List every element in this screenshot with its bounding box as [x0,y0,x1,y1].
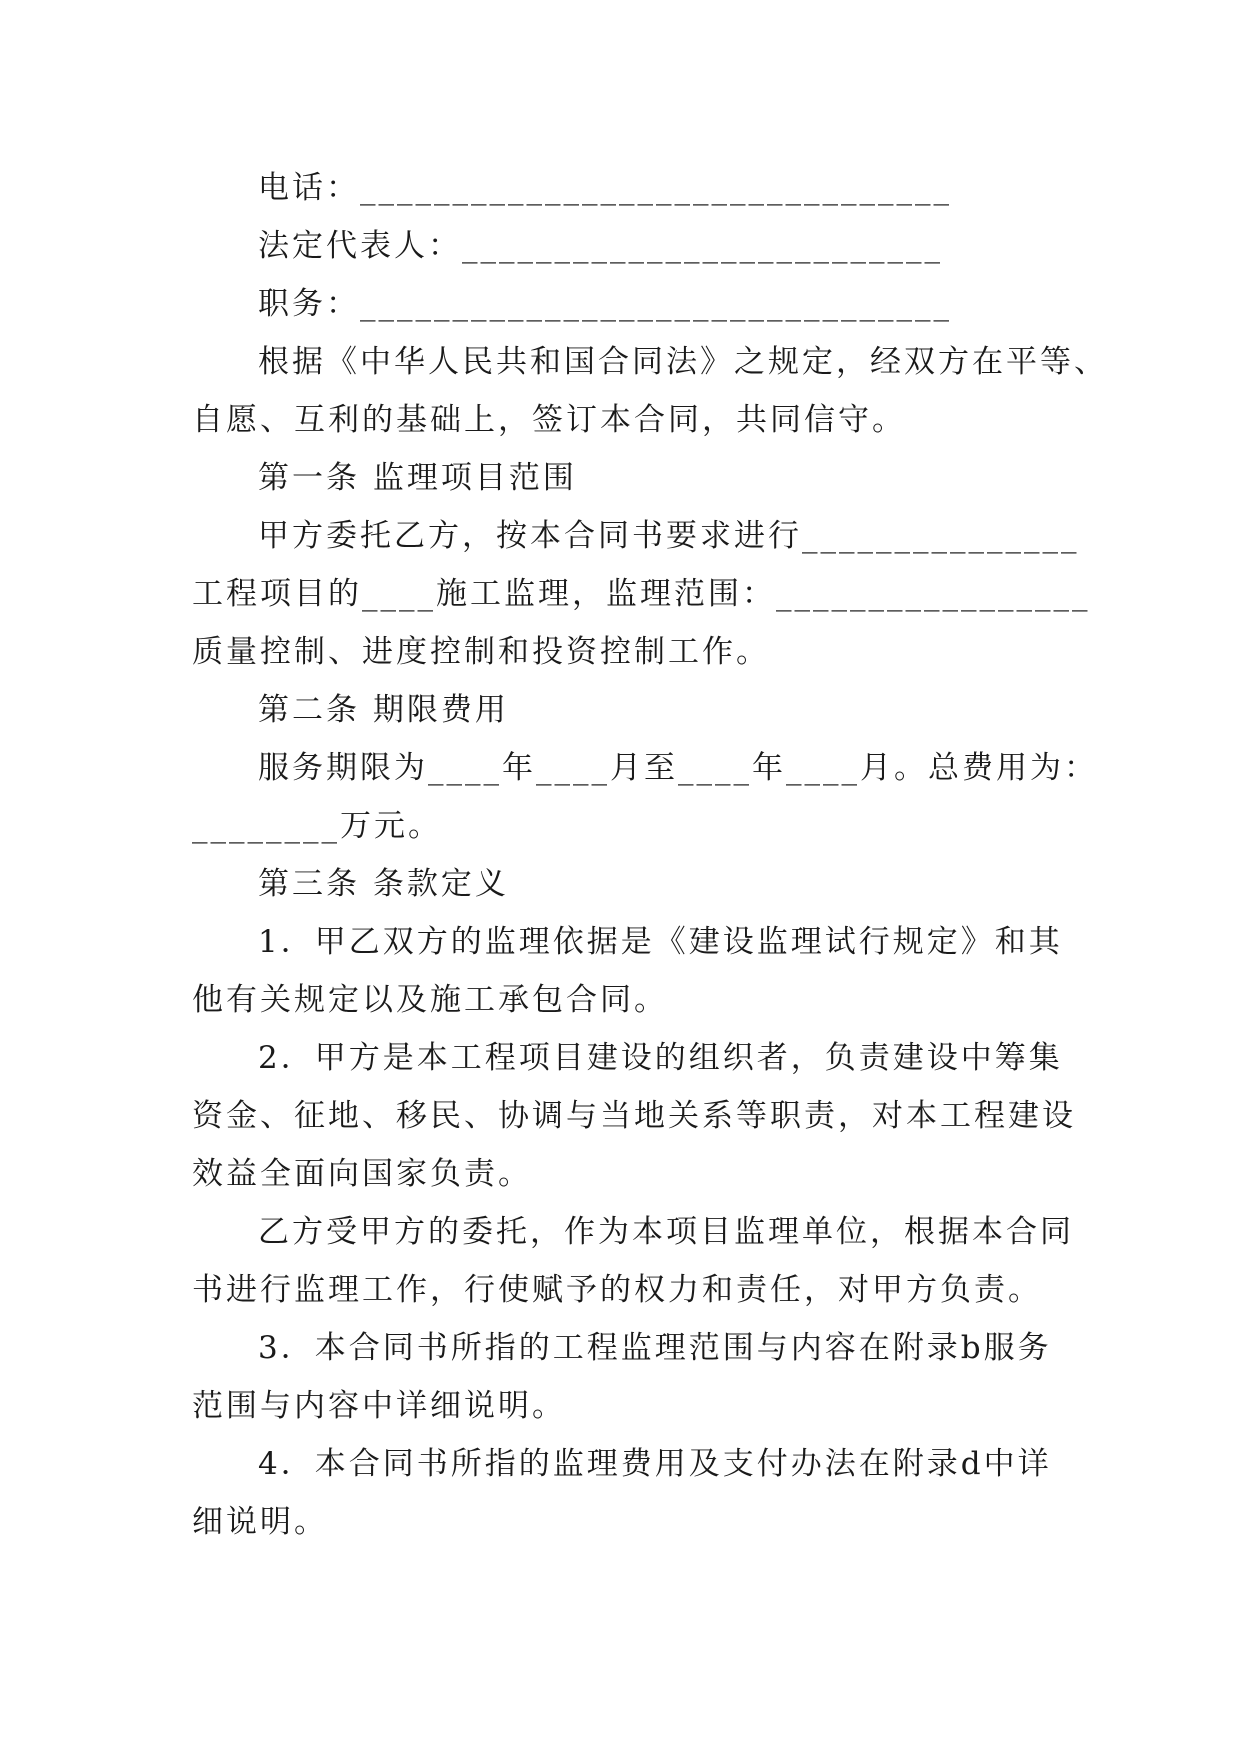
clause-1-line-2: 他有关规定以及施工承包合同。 [192,982,668,1018]
article-2-heading: 第二条 期限费用 [258,692,509,728]
article-2-line-2: ________万元。 [192,808,442,844]
article-1-line-1: 甲方委托乙方，按本合同书要求进行_______________ [258,518,1080,554]
preamble-line-2: 自愿、互利的基础上，签订本合同，共同信守。 [192,402,906,438]
position-line: 职务：________________________________ [258,286,952,322]
article-1-line-2: 工程项目的____施工监理，监理范围：_________________ [192,576,1091,612]
clause-4-line-2: 细说明。 [192,1504,328,1540]
clause-2-line-2: 资金、征地、移民、协调与当地关系等职责，对本工程建设 [192,1098,1076,1134]
article-2-line-1: 服务期限为____年____月至____年____月。总费用为： [258,750,1098,786]
clause-3-line-2: 范围与内容中详细说明。 [192,1388,566,1424]
party-b-line-2: 书进行监理工作，行使赋予的权力和责任，对甲方负责。 [192,1272,1042,1308]
article-3-heading: 第三条 条款定义 [258,866,509,902]
article-1-heading: 第一条 监理项目范围 [258,460,577,496]
preamble-line-1: 根据《中华人民共和国合同法》之规定，经双方在平等、 [258,344,1108,380]
clause-1-line-1: 1．甲乙双方的监理依据是《建设监理试行规定》和其 [258,924,1063,960]
party-b-line-1: 乙方受甲方的委托，作为本项目监理单位，根据本合同 [258,1214,1074,1250]
clause-3-line-1: 3．本合同书所指的工程监理范围与内容在附录b服务 [258,1330,1052,1366]
phone-line: 电话：________________________________ [258,170,952,206]
clause-4-line-1: 4．本合同书所指的监理费用及支付办法在附录d中详 [258,1446,1052,1482]
clause-2-line-3: 效益全面向国家负责。 [192,1156,532,1192]
clause-2-line-1: 2．甲方是本工程项目建设的组织者，负责建设中筹集 [258,1040,1063,1076]
legal-representative-line: 法定代表人：__________________________ [258,228,943,264]
article-1-line-3: 质量控制、进度控制和投资控制工作。 [192,634,770,670]
